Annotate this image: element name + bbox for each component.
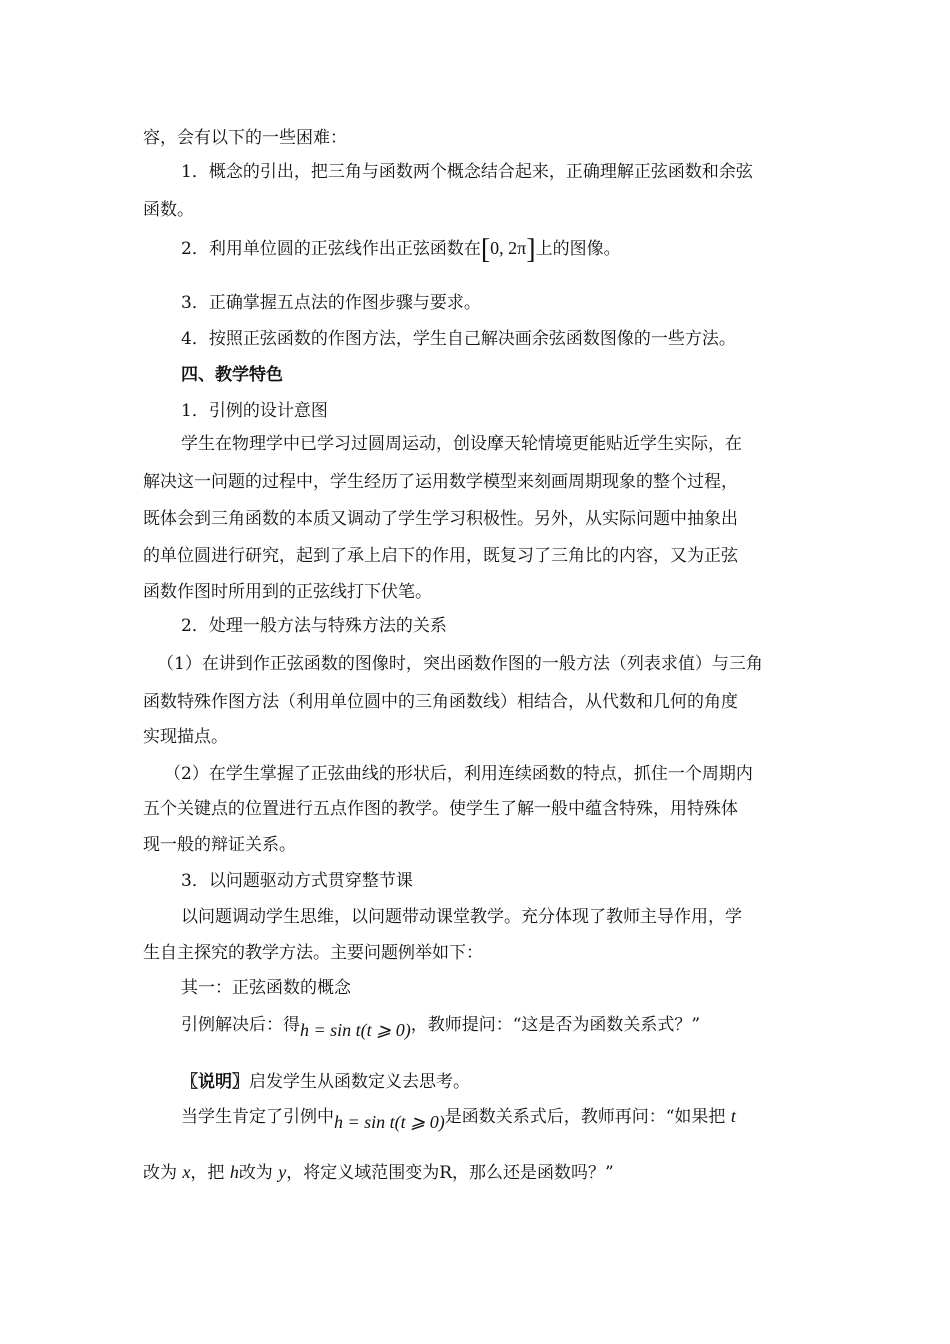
text-line: 函数特殊作图方法（利用单位圆中的三角函数线）相结合，从代数和几何的角度 <box>143 692 738 712</box>
note-text: 启发学生从函数定义去思考。 <box>249 1072 470 1092</box>
text-line: 其一：正弦函数的概念 <box>181 978 351 998</box>
text-line: 现一般的辩证关系。 <box>143 835 296 855</box>
text-segment: ，把 <box>190 1163 225 1183</box>
text-line: 以问题调动学生思维，以问题带动课堂教学。充分体现了教师主导作用，学 <box>181 907 742 927</box>
text-segment: 2．利用单位圆的正弦线作出正弦函数在 <box>181 239 481 259</box>
variable-x: x <box>182 1162 191 1182</box>
text-segment: ，将定义域范围变为R，那么还是函数吗？” <box>286 1163 614 1183</box>
text-line: 3．正确掌握五点法的作图步骤与要求。 <box>181 293 481 313</box>
text-line: 既体会到三角函数的本质又调动了学生学习积极性。另外，从实际问题中抽象出 <box>143 509 738 529</box>
text-line-with-variables <box>143 1160 614 1185</box>
text-line: 函数。 <box>143 200 194 220</box>
variable-y: y <box>278 1162 287 1182</box>
text-line: 容，会有以下的一些困难： <box>143 128 347 148</box>
text-line: （2）在学生掌握了正弦曲线的形状后，利用连续函数的特点，抓住一个周期内 <box>164 764 753 784</box>
note-label: 〖说明〗 <box>181 1072 249 1092</box>
text-line-with-formula <box>181 1104 736 1132</box>
text-segment: ，教师提问：“这是否为函数关系式？” <box>410 1015 701 1035</box>
text-line: 实现描点。 <box>143 727 228 747</box>
formula: h = sin t(t ⩾ 0) <box>300 1020 411 1040</box>
text-line: 学生在物理学中已学习过圆周运动，创设摩天轮情境更能贴近学生实际，在 <box>181 434 742 454</box>
text-segment: 上的图像。 <box>535 239 621 259</box>
text-line-with-interval <box>181 234 621 265</box>
text-segment: 引例解决后：得 <box>181 1015 300 1035</box>
text-line: 1．概念的引出，把三角与函数两个概念结合起来，正确理解正弦函数和余弦 <box>181 162 753 182</box>
subsection-heading: 2．处理一般方法与特殊方法的关系 <box>181 616 447 636</box>
text-segment: 当学生肯定了引例中 <box>181 1107 334 1127</box>
text-line: 4．按照正弦函数的作图方法，学生自己解决画余弦函数图像的一些方法。 <box>181 329 736 349</box>
text-line: （1）在讲到作正弦函数的图像时，突出函数作图的一般方法（列表求值）与三角 <box>157 654 763 674</box>
text-line: 的单位圆进行研究，起到了承上启下的作用，既复习了三角比的内容，又为正弦 <box>143 546 738 566</box>
text-line: 解决这一问题的过程中，学生经历了运用数学模型来刻画周期现象的整个过程， <box>143 472 738 492</box>
text-segment: 改为 <box>238 1163 273 1183</box>
subsection-heading: 1．引例的设计意图 <box>181 401 328 421</box>
text-segment: 改为 <box>143 1163 177 1183</box>
text-line: 生自主探究的教学方法。主要问题例举如下： <box>143 943 483 963</box>
interval-math: [0, 2π] <box>480 234 536 265</box>
text-line-with-formula <box>181 1012 701 1040</box>
section-heading: 四、教学特色 <box>181 365 283 385</box>
variable-t: t <box>730 1106 736 1126</box>
interval-value: 0, 2π <box>490 238 527 258</box>
text-segment: 是函数关系式后，教师再问：“如果把 <box>444 1107 726 1127</box>
text-line: 函数作图时所用到的正弦线打下伏笔。 <box>143 582 432 602</box>
subsection-heading: 3．以问题驱动方式贯穿整节课 <box>181 871 413 891</box>
variable-h: h <box>229 1162 239 1182</box>
note-line <box>181 1070 470 1094</box>
text-line: 五个关键点的位置进行五点作图的教学。使学生了解一般中蕴含特殊，用特殊体 <box>143 799 738 819</box>
formula: h = sin t(t ⩾ 0) <box>334 1112 445 1132</box>
